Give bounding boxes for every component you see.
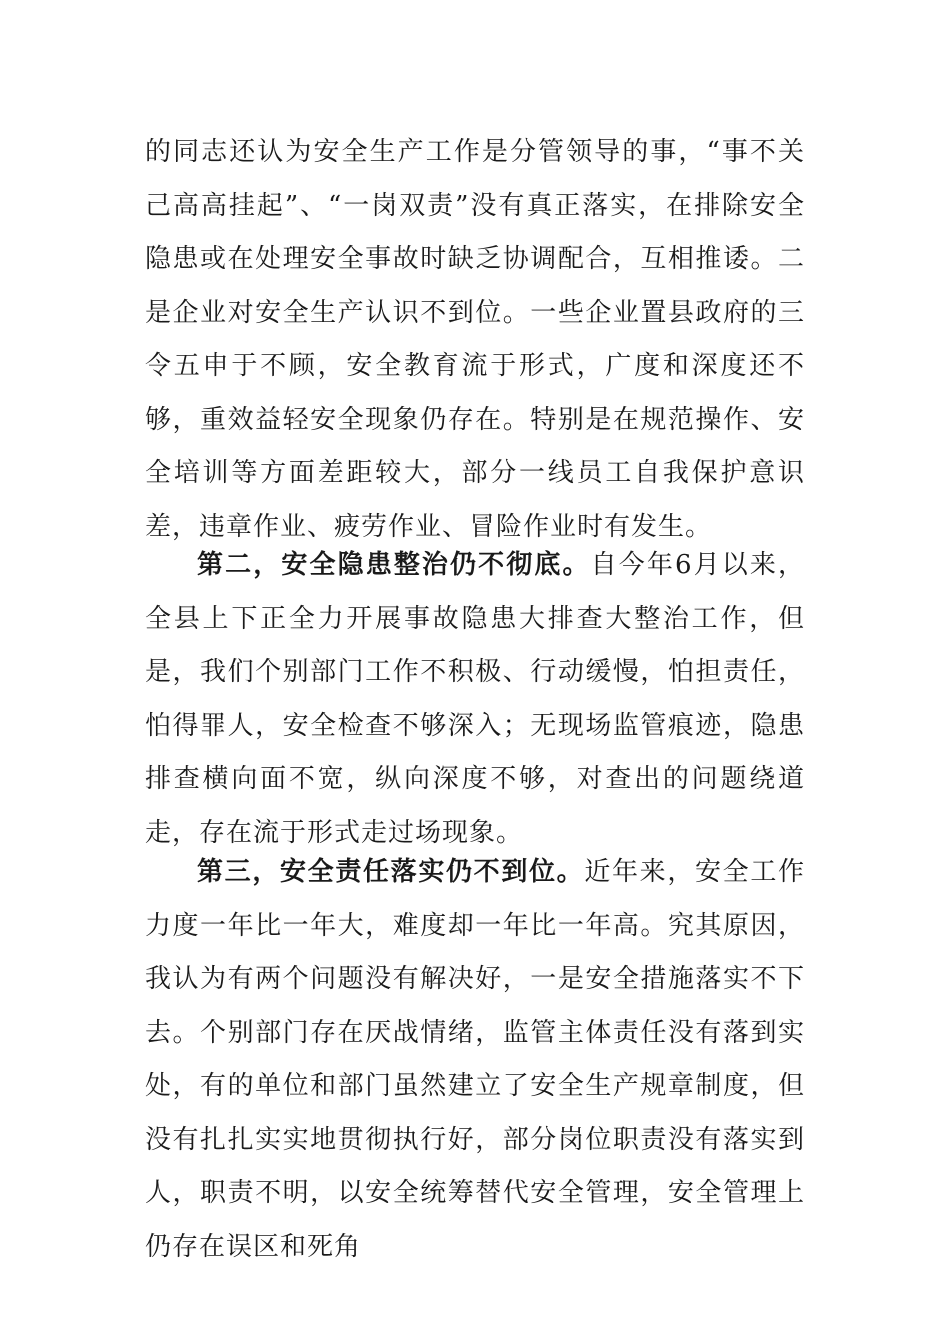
paragraph-3 <box>145 846 805 1274</box>
paragraph-3-body: 近年来，安全工作力度一年比一年大，难度却一年比一年高。究其原因，我认为有两个问题没有解决好，一是安全措施落实不下去。个别部门存在厌战情绪，监管主体责任没有落到实处，有的单位和部门虽然建立了安全生产规章制度，但没有扎扎实实地贯彻执行好，部分岗位职责没有落实到人，职责不明，以安全统筹替代安全管理，安全管理上仍存在误区和死角 <box>145 857 805 1262</box>
paragraph-2-heading: 第二，安全隐患整治仍不彻底。 <box>197 550 591 580</box>
paragraph-2-body: 自今年6月以来，全县上下正全力开展事故隐患大排查大整治工作，但是，我们个别部门工作不积极、行动缓慢，怕担责任，怕得罪人，安全检查不够深入；无现场监管痕迹，隐患排查横向面不宽，纵向深度不够，对查出的问题绕道走，存在流于形式走过场现象。 <box>145 550 805 848</box>
paragraph-3-heading: 第三，安全责任落实仍不到位。 <box>197 857 585 887</box>
paragraph-2 <box>145 539 805 860</box>
paragraph-1-body: 的同志还认为安全生产工作是分管领导的事，“事不关己高高挂起”、“一岗双责”没有真正落实，在排除安全隐患或在处理安全事故时缺乏协调配合，互相推诿。二是企业对安全生产认识不到位。一些企业置县政府的三令五申于不顾，安全教育流于形式，广度和深度还不够，重效益轻安全现象仍存在。特别是在规范操作、安全培训等方面差距较大，部分一线员工自我保护意识差，违章作业、疲劳作业、冒险作业时有发生。 <box>145 137 805 542</box>
paragraph-1 <box>145 126 805 554</box>
